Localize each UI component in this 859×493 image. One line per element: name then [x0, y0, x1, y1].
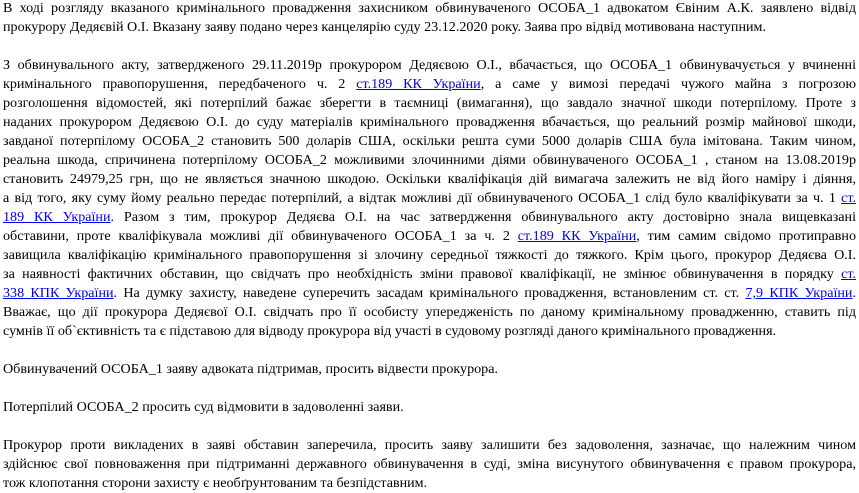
text-segment: завданої потерпілому ОСОБА_2 становить 500 доларів США, оскільки решта суми 5000 доларів США була імітована. Таким чином, — [3, 133, 856, 149]
text-segment: кримінального правопорушення, передбаченого ч. 2 — [3, 76, 357, 92]
text-line — [3, 265, 856, 284]
text-segment: Обвинувачений ОСОБА_1 заяву адвоката підтримав, просить відвести прокурора. — [3, 361, 499, 377]
text-line — [3, 474, 856, 493]
text-segment: , а саме у вимозі передачі чужого майна з погрозою — [480, 76, 856, 92]
paragraph — [3, 436, 856, 493]
paragraph — [3, 0, 856, 37]
text-segment: тож клопотання сторони захисту є необґрунтованим та безпідставним. — [3, 475, 428, 491]
text-line — [3, 208, 856, 227]
text-line — [3, 322, 856, 341]
text-segment: , тим самим свідомо протиправно — [636, 228, 856, 244]
paragraph — [3, 398, 856, 417]
text-segment: . На думку захисту, наведене суперечить засадам кримінального провадження, встановленим ст. ст. — [113, 285, 746, 301]
text-segment: розголошення відомостей, які потерпілий бажає зберегти в таємниці (вимагання), що завдало значної шкоди потерпілому. Проте з — [3, 95, 856, 111]
text-segment: сумнів її об`єктивність та є підставою для відводу прокурора від участі в судовому розгляді даного кримінального провадження. — [3, 323, 777, 339]
law-reference-link[interactable]: ст. — [841, 266, 856, 282]
text-segment: становить 24979,25 грн, що не являється значною шкодою. Оскільки кваліфікація дій вимагача залежить не від його наміру і діяння, — [3, 171, 856, 187]
text-line — [3, 56, 856, 75]
text-line — [3, 94, 856, 113]
text-segment: а від того, яку суму йому реально передає потерпілий, а відтак можливі дії обвинуваченого ОСОБА_1 слід було кваліфікувати за ч. 1 — [3, 190, 842, 206]
text-segment: Прокурор проти викладених в заяві обставин заперечила, просить заяву залишити без задоволення, зазначає, що належним чином — [3, 437, 856, 453]
paragraph-gap — [3, 341, 856, 360]
text-line — [3, 0, 856, 18]
text-segment: прокурору Дедяєвій О.І. Вказану заяву подано через канцелярію суду 23.12.2020 року. Заява про відвід мотивована наступним. — [3, 19, 766, 35]
law-reference-link[interactable]: ст.189 КК України — [517, 228, 637, 244]
law-reference-link[interactable]: 189 КК України — [3, 209, 111, 225]
text-segment: . Разом з тим, прокурор Дедяєва О.І. на час затвердження обвинувального акту достовірно знала вищевказані — [110, 209, 856, 225]
text-segment: за наявності фактичних обставин, що свідчать про необхідність зміни правової кваліфікації, не змінює обвинувачення в порядку — [3, 266, 842, 282]
text-line — [3, 151, 856, 170]
paragraph — [3, 56, 856, 341]
text-line — [3, 18, 856, 37]
text-line — [3, 113, 856, 132]
text-segment: здійснює свої повноваження при підтриманні державного обвинувачення в суді, зміна висунутого обвинувачення є правом прокурора, — [3, 456, 856, 472]
paragraph-gap — [3, 379, 856, 398]
text-segment: реальна шкода, спричинена потерпілому ОСОБА_2 можливими злочинними діями обвинуваченого ОСОБА_1 , станом на 13.08.2019р — [3, 152, 856, 168]
law-reference-link[interactable]: ст.189 КК України — [356, 76, 481, 92]
text-line — [3, 436, 856, 455]
text-line — [3, 360, 856, 379]
text-line — [3, 132, 856, 151]
text-line — [3, 170, 856, 189]
text-segment: . — [852, 285, 856, 301]
text-line — [3, 303, 856, 322]
text-line — [3, 227, 856, 246]
text-segment: Потерпілий ОСОБА_2 просить суд відмовити в задоволенні заяви. — [3, 399, 404, 415]
law-reference-link[interactable]: ст. — [841, 190, 856, 206]
text-line — [3, 284, 856, 303]
court-document-body — [3, 0, 856, 493]
law-reference-link[interactable]: 7,9 КПК України — [745, 285, 853, 301]
law-reference-link[interactable]: 338 КПК України — [3, 285, 114, 301]
text-segment: наданих прокурором Дедяєвою О.І. до суду матеріалів кримінального провадження вбачається, що реальний розмір майнової шкоди, — [3, 114, 856, 130]
paragraph — [3, 360, 856, 379]
text-line — [3, 455, 856, 474]
paragraph-gap — [3, 37, 856, 56]
text-line — [3, 75, 856, 94]
text-line — [3, 189, 856, 208]
text-line — [3, 246, 856, 265]
text-line — [3, 398, 856, 417]
text-segment: З обвинувального акту, затвердженого 29.11.2019р прокурором Дедяєвою О.І., вбачається, що ОСОБА_1 обвинувачується у вчиненні — [3, 57, 856, 73]
paragraph-gap — [3, 417, 856, 436]
text-segment: обставини, проте кваліфікувала можливі дії обвинуваченого ОСОБА_1 за ч. 2 — [3, 228, 518, 244]
text-segment: В ходi розгляду вказаного кримінального провадження захисником обвинуваченого ОСОБА_1 адвокатом Євіним А.К. заявлено відвід — [3, 0, 856, 16]
text-segment: завищила кваліфікацію кримінального правопорушення зі злочину середньої тяжкості до тяжкого. Крім цього, прокурор Дедяєва О.І. — [3, 247, 856, 263]
text-segment: Вважає, що дії прокурора Дедяєвої О.І. свідчать про її особисту упередженість по даному кримінальному провадженню, ставить під — [3, 304, 856, 320]
